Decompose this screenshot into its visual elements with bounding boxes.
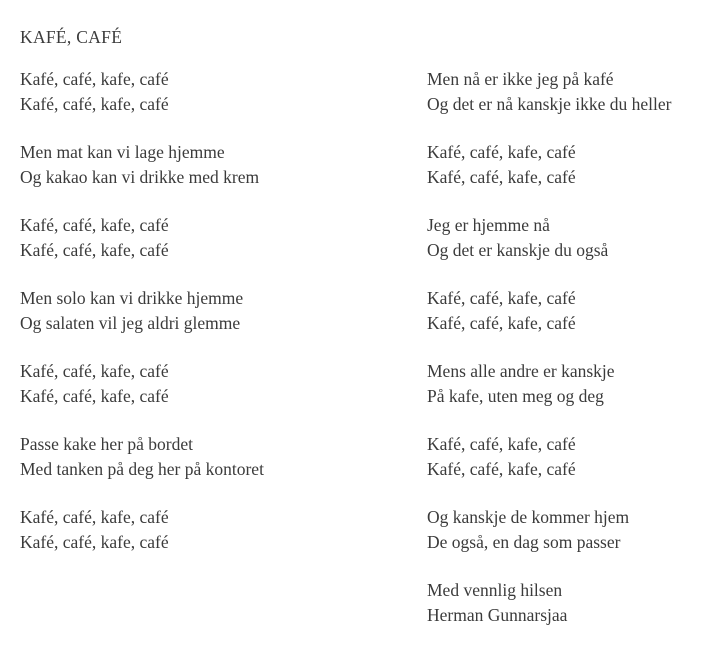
lyrics-line: Kafé, café, kafe, café [20,215,169,235]
lyrics-stanza [427,359,719,409]
lyrics-line: Og kanskje de kommer hjem [427,507,630,527]
lyrics-column-left [20,67,410,555]
lyrics-stanza [427,140,719,190]
lyrics-stanza [427,432,719,482]
lyrics-stanza [427,505,719,555]
lyrics-line: Med tanken på deg her på kontoret [20,459,264,479]
lyrics-line: Kafé, café, kafe, café [427,142,576,162]
lyrics-line: Passe kake her på bordet [20,434,193,454]
lyrics-line: Og det er nå kanskje ikke du heller [427,94,672,114]
lyrics-line: Med vennlig hilsen [427,580,563,600]
lyrics-stanza [20,140,410,190]
lyrics-line: På kafe, uten meg og deg [427,386,604,406]
lyrics-stanza [20,213,410,263]
lyrics-line: Kafé, café, kafe, café [20,386,169,406]
lyrics-line: Og kakao kan vi drikke med krem [20,167,260,187]
lyrics-line: Jeg er hjemme nå [427,215,550,235]
lyrics-stanza [20,286,410,336]
lyrics-stanza [427,286,719,336]
lyrics-line: Kafé, café, kafe, café [427,167,576,187]
lyrics-line: Og salaten vil jeg aldri glemme [20,313,241,333]
lyrics-line: De også, en dag som passer [427,532,621,552]
lyrics-line: Kafé, café, kafe, café [20,507,169,527]
lyrics-line: Og det er kanskje du også [427,240,609,260]
lyrics-line: Mens alle andre er kanskje [427,361,615,381]
lyrics-line: Men solo kan vi drikke hjemme [20,288,244,308]
lyrics-line: Kafé, café, kafe, café [427,459,576,479]
lyrics-stanza [427,67,719,117]
lyrics-line: Men nå er ikke jeg på kafé [427,69,614,89]
lyrics-line: Men mat kan vi lage hjemme [20,142,225,162]
lyrics-column-right [427,67,719,628]
lyrics-line: Kafé, café, kafe, café [427,288,576,308]
lyrics-line: Kafé, café, kafe, café [20,532,169,552]
lyrics-stanza [427,213,719,263]
lyrics-line: Kafé, café, kafe, café [427,434,576,454]
lyrics-stanza [20,505,410,555]
lyrics-line: Kafé, café, kafe, café [20,361,169,381]
lyrics-line: Kafé, café, kafe, café [427,313,576,333]
lyrics-line: Herman Gunnarsjaa [427,605,568,625]
lyrics-stanza [20,432,410,482]
page-title: KAFÉ, CAFÉ [20,27,123,47]
lyrics-line: Kafé, café, kafe, café [20,69,169,89]
lyrics-line: Kafé, café, kafe, café [20,240,169,260]
lyrics-stanza [20,67,410,117]
lyrics-stanza [427,578,719,628]
lyrics-line: Kafé, café, kafe, café [20,94,169,114]
lyrics-stanza [20,359,410,409]
